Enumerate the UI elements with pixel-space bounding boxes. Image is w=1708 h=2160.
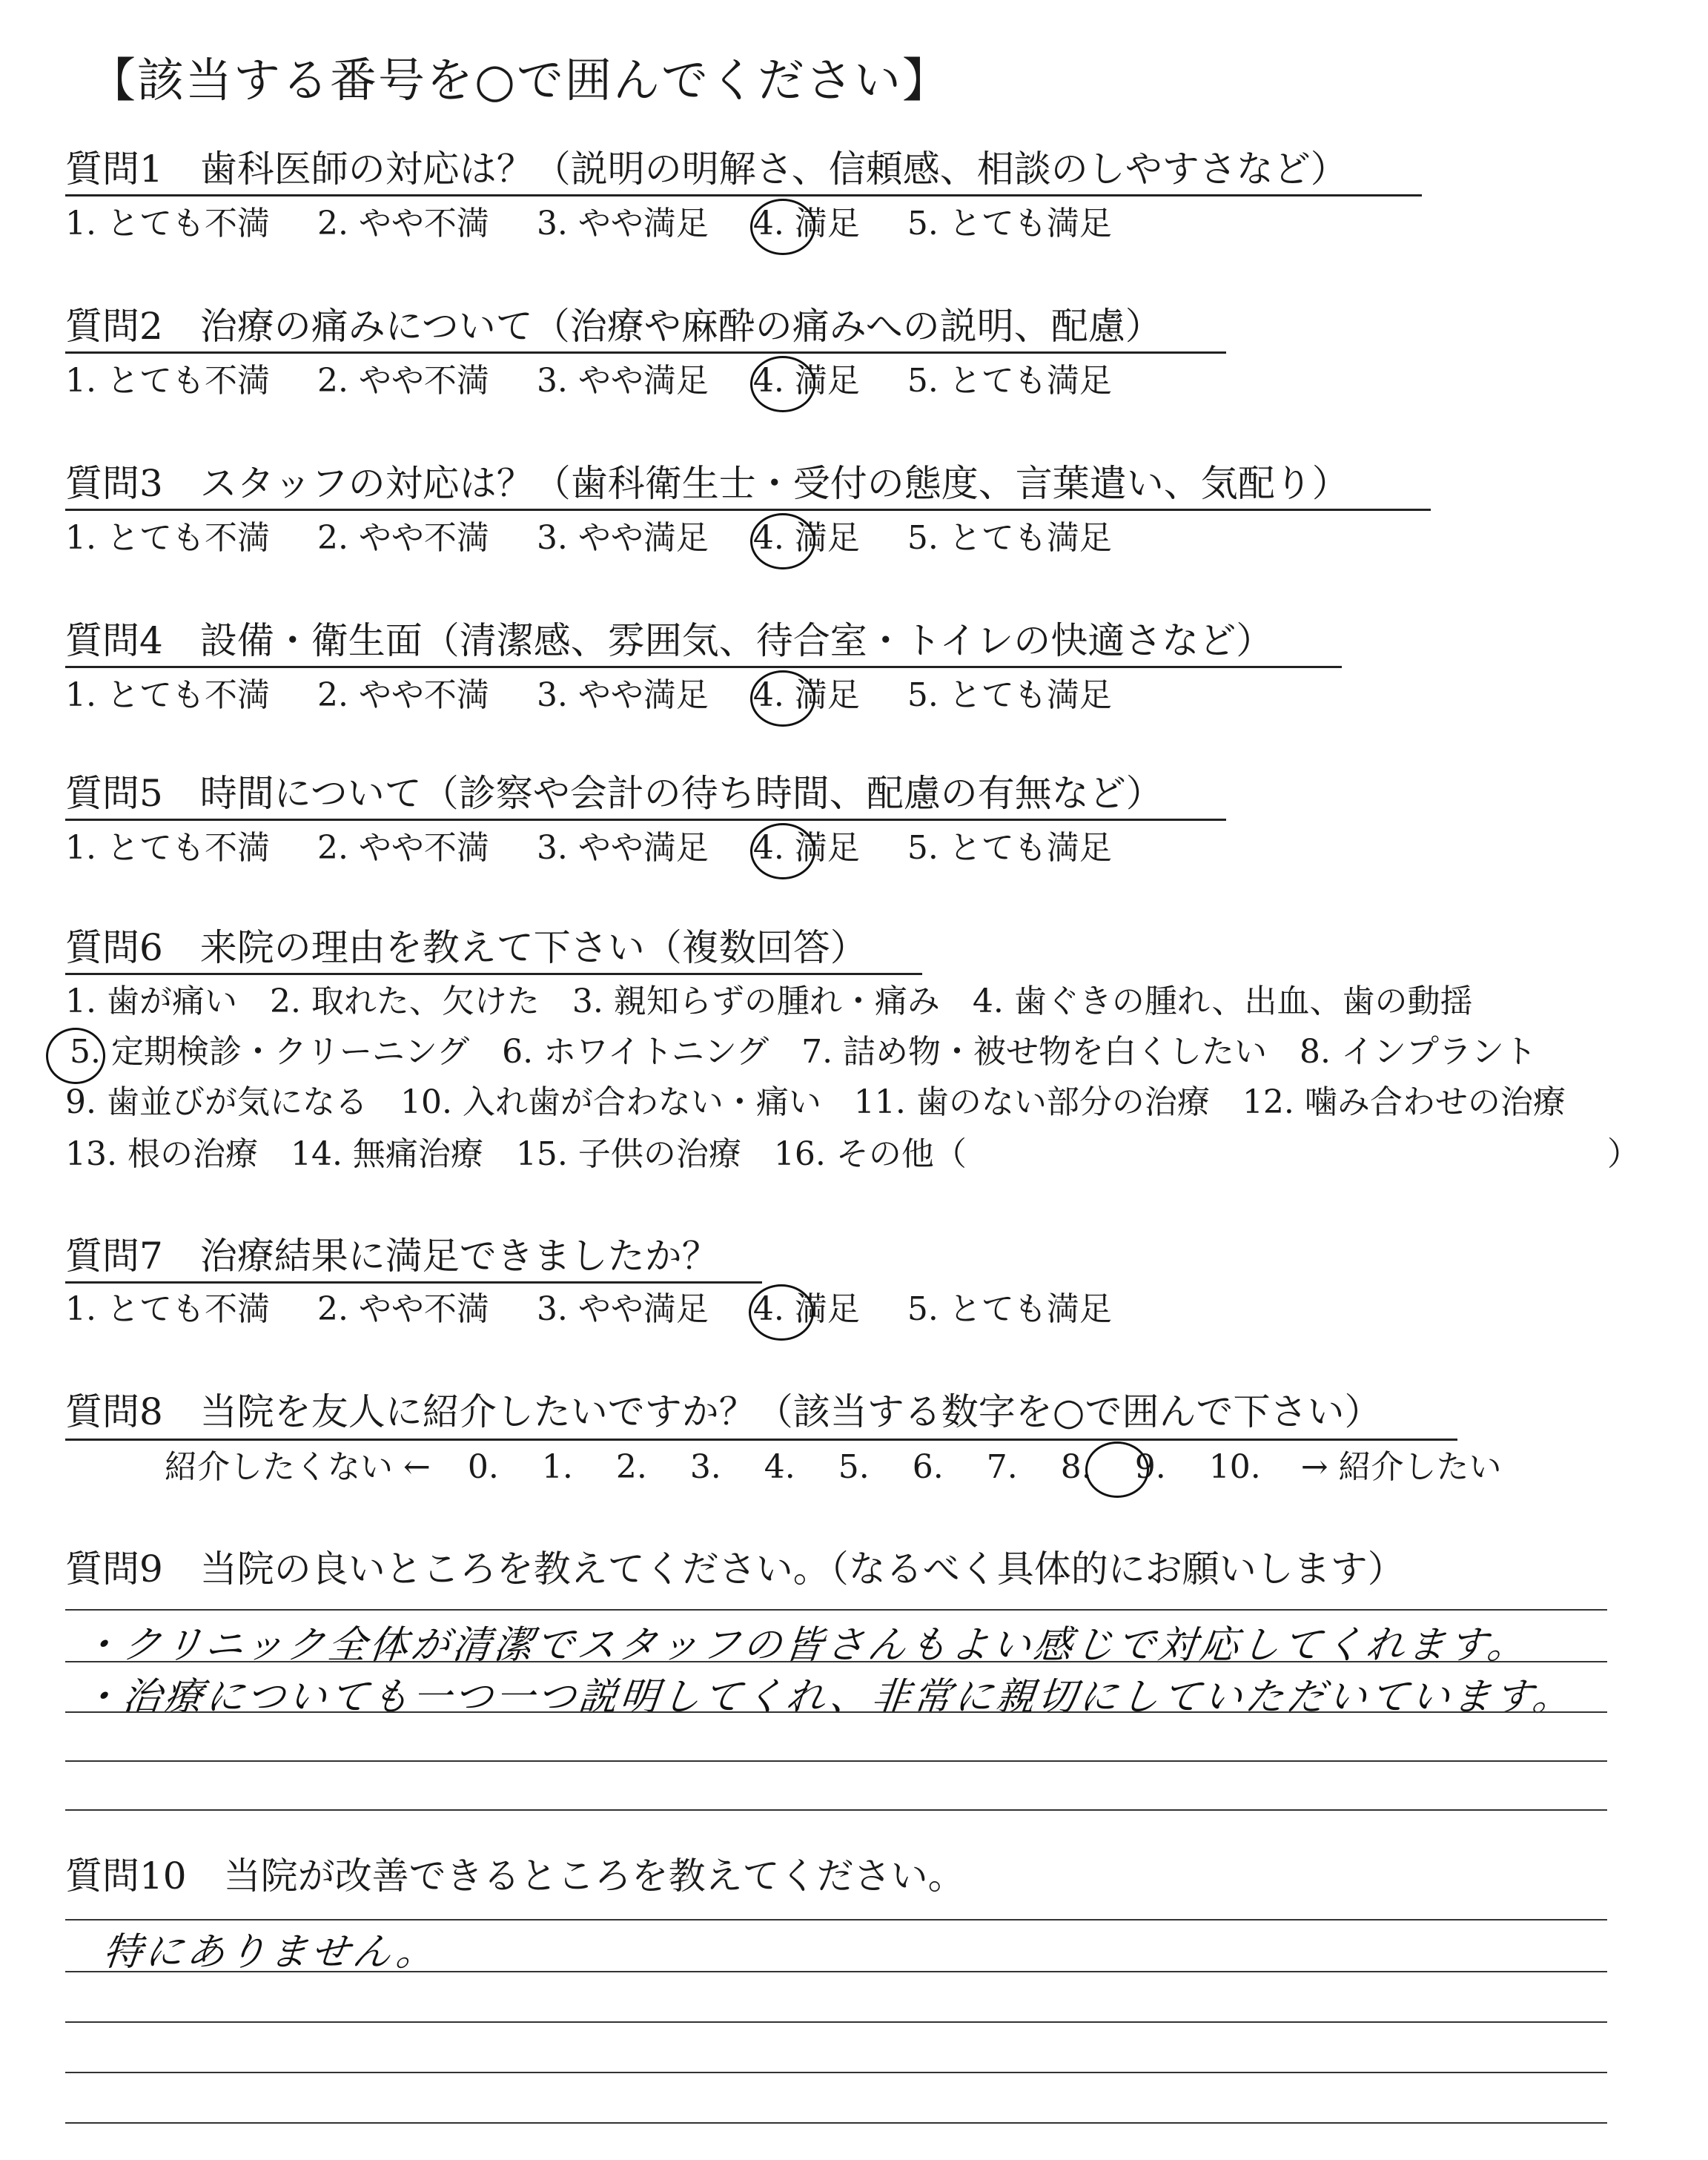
q7-option-3[interactable]: 3. やや満足	[536, 1290, 709, 1328]
q8-option-1[interactable]: 1.	[541, 1448, 573, 1486]
q2-option-3[interactable]: 3. やや満足	[536, 362, 709, 400]
q10-writing-line-2	[65, 1971, 1607, 1972]
q3-option-5[interactable]: 5. とても満足	[907, 519, 1112, 557]
q8-option-9[interactable]: 9.	[1134, 1448, 1166, 1486]
q6-row-1[interactable]: 1. 歯が痛い 2. 取れた、欠けた 3. 親知らずの腫れ・痛み 4. 歯ぐきの腫れ、出血、歯の動揺	[65, 982, 1473, 1020]
q8-option-4[interactable]: 4.	[764, 1448, 795, 1486]
q8-selection-circle	[1085, 1441, 1149, 1498]
question-2-underline	[65, 351, 1226, 354]
q4-selection-circle	[750, 670, 815, 727]
q4-option-2[interactable]: 2. やや不満	[317, 676, 489, 714]
question-5-label: 質問5 時間について（診察や会計の待ち時間、配慮の有無など）	[65, 772, 1163, 815]
q9-writing-line-5	[65, 1809, 1607, 1811]
question-7-underline	[65, 1281, 762, 1284]
question-7-label: 質問7 治療結果に満足できましたか？	[65, 1235, 719, 1278]
q2-option-1[interactable]: 1. とても不満	[65, 362, 270, 400]
q2-options	[65, 361, 1112, 401]
q9-writing-line-3	[65, 1711, 1607, 1713]
question-6-label: 質問6 来院の理由を教えて下さい（複数回答）	[65, 926, 867, 969]
question-1-underline	[65, 194, 1422, 196]
q7-option-4[interactable]: 4. 満足	[752, 1290, 860, 1328]
q7-options	[65, 1289, 1112, 1330]
q5-option-1[interactable]: 1. とても不満	[65, 829, 270, 867]
question-8-underline	[65, 1439, 1457, 1441]
q3-option-2[interactable]: 2. やや不満	[317, 519, 489, 557]
q4-option-3[interactable]: 3. やや満足	[536, 676, 709, 714]
q9-writing-line-4	[65, 1760, 1607, 1762]
q7-selection-circle	[749, 1284, 814, 1341]
q9-writing-line-1	[65, 1609, 1607, 1611]
q9-answer-2: ・治療についても一つ一つ説明してくれ、非常に親切にしていただいています。	[79, 1675, 1577, 1720]
q3-selection-circle	[750, 513, 815, 569]
page-title: 【該当する番号を○で囲んでください】	[89, 53, 950, 108]
q8-right-label: → 紹介したい	[1300, 1448, 1502, 1486]
q2-selection-circle	[750, 356, 815, 412]
question-10-label: 質問10 当院が改善できるところを教えてください。	[65, 1855, 965, 1898]
q3-option-4[interactable]: 4. 満足	[752, 519, 860, 557]
q8-option-3[interactable]: 3.	[689, 1448, 721, 1486]
q1-option-4[interactable]: 4. 満足	[752, 205, 860, 242]
q5-options	[65, 828, 1112, 868]
q5-option-2[interactable]: 2. やや不満	[317, 829, 489, 867]
question-9-label: 質問9 当院の良いところを教えてください。（なるべく具体的にお願いします）	[65, 1548, 1405, 1591]
q1-option-5[interactable]: 5. とても満足	[907, 205, 1112, 242]
q1-option-1[interactable]: 1. とても不満	[65, 205, 270, 242]
q5-selection-circle	[750, 823, 815, 879]
q4-option-4[interactable]: 4. 満足	[752, 676, 860, 714]
q4-option-5[interactable]: 5. とても満足	[907, 676, 1112, 714]
question-4-label: 質問4 設備・衛生面（清潔感、雰囲気、待合室・トイレの快適さなど）	[65, 619, 1274, 662]
q7-option-5[interactable]: 5. とても満足	[907, 1290, 1112, 1328]
q10-writing-line-3	[65, 2021, 1607, 2023]
q8-option-5[interactable]: 5.	[838, 1448, 870, 1486]
q3-options	[65, 518, 1112, 558]
q4-options	[65, 676, 1112, 716]
question-3-label: 質問3 スタッフの対応は？（歯科衛生士・受付の態度、言葉遣い、気配り）	[65, 462, 1349, 505]
q6-other-close-paren: ）	[1607, 1135, 1640, 1173]
q8-left-label: 紹介したくない ←	[165, 1448, 431, 1486]
q5-option-4[interactable]: 4. 満足	[752, 829, 860, 867]
q7-option-1[interactable]: 1. とても不満	[65, 1290, 270, 1328]
q10-answer-1: 特にありません。	[101, 1930, 440, 1975]
q3-option-3[interactable]: 3. やや満足	[536, 519, 709, 557]
question-1-label: 質問1 歯科医師の対応は？（説明の明解さ、信頼感、相談のしやすさなど）	[65, 148, 1348, 191]
q1-option-3[interactable]: 3. やや満足	[536, 205, 709, 242]
q10-writing-line-5	[65, 2122, 1607, 2124]
question-8-label: 質問8 当院を友人に紹介したいですか？（該当する数字を○で囲んで下さい）	[65, 1390, 1382, 1433]
q6-selection-circle	[46, 1028, 105, 1084]
question-2-label: 質問2 治療の痛みについて（治療や麻酔の痛みへの説明、配慮）	[65, 305, 1162, 348]
q8-option-7[interactable]: 7.	[986, 1448, 1018, 1486]
q7-option-2[interactable]: 2. やや不満	[317, 1290, 489, 1328]
q4-option-1[interactable]: 1. とても不満	[65, 676, 270, 714]
question-6-underline	[65, 973, 922, 975]
question-4-underline	[65, 666, 1342, 668]
q9-answer-1: ・クリニック全体が清潔でスタッフの皆さんもよい感じで対応してくれます。	[79, 1623, 1532, 1668]
q10-writing-line-4	[65, 2072, 1607, 2073]
q2-option-5[interactable]: 5. とても満足	[907, 362, 1112, 400]
q1-options	[65, 204, 1112, 244]
q8-option-6[interactable]: 6.	[912, 1448, 944, 1486]
q8-option-0[interactable]: 0.	[467, 1448, 499, 1486]
q8-option-8[interactable]: 8.	[1060, 1448, 1092, 1486]
q2-option-2[interactable]: 2. やや不満	[317, 362, 489, 400]
q5-option-3[interactable]: 3. やや満足	[536, 829, 709, 867]
q6-row-4[interactable]: 13. 根の治療 14. 無痛治療 15. 子供の治療 16. その他（	[65, 1135, 967, 1173]
question-5-underline	[65, 819, 1226, 821]
q8-option-2[interactable]: 2.	[615, 1448, 647, 1486]
q6-row-3[interactable]: 9. 歯並びが気になる 10. 入れ歯が合わない・痛い 11. 歯のない部分の治療 12. 噛み合わせの治療	[65, 1083, 1566, 1121]
q9-writing-line-2	[65, 1661, 1607, 1662]
q5-option-5[interactable]: 5. とても満足	[907, 829, 1112, 867]
q2-option-4[interactable]: 4. 満足	[752, 362, 860, 400]
q1-option-2[interactable]: 2. やや不満	[317, 205, 489, 242]
q8-scale	[165, 1447, 1502, 1487]
q6-row-2[interactable]: 5. 定期検診・クリーニング 6. ホワイトニング 7. 詰め物・被せ物を白くしたい 8. インプラント	[70, 1033, 1537, 1071]
question-3-underline	[65, 509, 1431, 511]
q8-option-10[interactable]: 10.	[1208, 1448, 1261, 1486]
q3-option-1[interactable]: 1. とても不満	[65, 519, 270, 557]
q1-selection-circle	[750, 199, 815, 255]
